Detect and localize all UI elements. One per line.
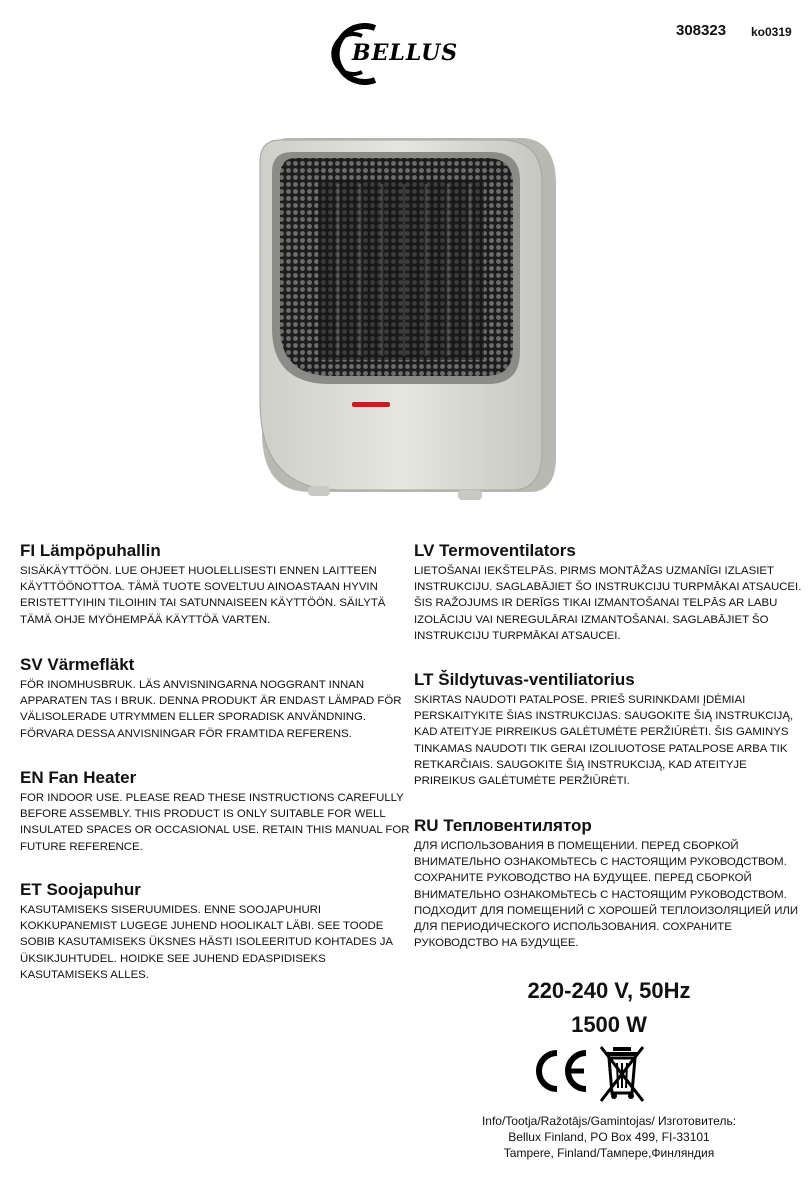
section-sv bbox=[20, 655, 410, 742]
manufacturer-address: Bellux Finland, PO Box 499, FI-33101 bbox=[508, 1130, 710, 1144]
section-ru bbox=[414, 816, 804, 951]
ce-mark-icon bbox=[532, 1047, 590, 1095]
section-en-title: EN Fan Heater bbox=[20, 768, 137, 787]
section-fi-title: FI Lämpöpuhallin bbox=[20, 541, 161, 560]
power-spec: 1500 W bbox=[571, 1012, 647, 1037]
manufacturer-city: Tampere, Finland/Тампере,Финляндия bbox=[503, 1146, 715, 1160]
section-lt-body: SKIRTAS NAUDOTI PATALPOSE. PRIEŠ SURINKDAMI ĮDĖMIAI PERSKAITYKITE ŠIAS INSTRUKCIJAS. SAUGOKITE ŠIĄ INSTRUKCIJĄ, KAD ATEITYJE PIRREIKUS GALĖTUMĖTE PERŽIŪRĖTI. ŠIS GAMINYS TINKAMAS NAUDOTI TIK GERAI IZOLIUOTOSE PATALPOSE ARBA TIK RETKARČIAIS. SAUGOKITE ŠIĄ INSTRUKCIJĄ, KAD ATEITYJE PRIREIKUS GALĖTUMĖTE PERŽIŪRĖTI. bbox=[414, 694, 794, 788]
section-fi bbox=[20, 541, 410, 628]
section-sv-body: FÖR INOMHUSBRUK. LÄS ANVISNINGARNA NOGGRANT INNAN APPARATEN TAS I BRUK. DENNA PRODUKT ÄR ENDAST LÄMPAD FÖR VÄLISOLERADE UTRYMMEN ELLER SPORADISK ANVÄNDNING. FÖRVARA DESSA ANVISNINGAR FÖR FRAMTIDA REFERENS. bbox=[20, 679, 402, 740]
section-lt bbox=[414, 670, 804, 789]
brand-name: BELLUS bbox=[352, 40, 459, 66]
section-sv-title: SV Värmefläkt bbox=[20, 655, 135, 674]
section-lv bbox=[414, 541, 804, 644]
section-fi-body: SISÄKÄYTTÖÖN. LUE OHJEET HUOLELLISESTI ENNEN LAITTEEN KÄYTTÖÖNOTTOA. TÄMÄ TUOTE SOVELTUU AINOASTAAN HYVIN ERISTETTYIHIN TILOIHIN TAI SATUNNAISEEN KÄYTTÖÖN. SÄILYTÄ TÄMÄ OHJE MYÖHEMPÄÄ KÄYTTÖÄ VARTEN. bbox=[20, 565, 386, 626]
document-code: ko0319 bbox=[751, 25, 792, 39]
section-en-body: FOR INDOOR USE. PLEASE READ THESE INSTRUCTIONS CAREFULLY BEFORE ASSEMBLY. THIS PRODUCT IS ONLY SUITABLE FOR WELL INSULATED SPACES OR OCCASIONAL USE. RETAIN THIS MANUAL FOR FUTURE REFERENCE. bbox=[20, 792, 410, 853]
section-et-body: KASUTAMISEKS SISERUUMIDES. ENNE SOOJAPUHURI KOKKUPANEMIST LUGEGE JUHEND HOOLIKALT LÄBI. SEE TOODE SOBIB KASUTAMISEKS ÜKSNES HÄSTI ISOLEERITUD KOHTADES JA ÜKSIKJUHTUDEL. HOIDKE SEE JUHEND EDASPIDISEKS KASUTAMISEKS ALLES. bbox=[20, 904, 393, 981]
section-ru-body: ДЛЯ ИСПОЛЬЗОВАНИЯ В ПОМЕЩЕНИИ. ПЕРЕД СБОРКОЙ ВНИМАТЕЛЬНО ОЗНАКОМЬТЕСЬ С НАСТОЯЩИМ РУКОВОДСТВОМ. СОХРАНИТЕ РУКОВОДСТВО НА БУДУЩЕЕ. ПЕРЕД СБОРКОЙ ВНИМАТЕЛЬНО ОЗНАКОМЬТЕСЬ С НАСТОЯЩИМ РУКОВОДСТВОМ. ПОДХОДИТ ДЛЯ ПОМЕЩЕНИЙ С ХОРОШЕЙ ТЕПЛОИЗОЛЯЦИЕЙ ИЛИ ДЛЯ ПЕРИОДИЧЕСКОГО ИСПОЛЬЗОВАНИЯ. СОХРАНИТЕ РУКОВОДСТВО НА БУДУЩЕЕ. bbox=[414, 840, 799, 950]
voltage-spec: 220-240 V, 50Hz bbox=[527, 978, 691, 1003]
section-en bbox=[20, 768, 410, 855]
section-lv-title: LV Termoventilators bbox=[414, 541, 576, 560]
section-et bbox=[20, 880, 410, 983]
fan-heater-image bbox=[250, 132, 560, 504]
section-lv-body: LIETOŠANAI IEKŠTELPĀS. PIRMS MONTĀŽAS UZMANĪGI IZLASIET INSTRUKCIJU. SAGLABĀJIET ŠO INSTRUKCIJU TURPMĀKAI ATSAUCEI. ŠIS RAŽOJUMS IR DERĪGS TIKAI IZMANTOŠANAI TELPĀS AR LABU IZOLĀCIJU VAI NEREGULĀRAI IZMANTOŠANAI. SAGLABĀJIET ŠO INSTRUKCIJU TURPMĀKAI ATSAUCEI. bbox=[414, 565, 802, 642]
section-ru-title: RU Тепловентилятор bbox=[414, 816, 592, 835]
model-number: 308323 bbox=[676, 22, 727, 39]
crossed-out-wheelie-bin-icon bbox=[597, 1043, 647, 1103]
section-et-title: ET Soojapuhur bbox=[20, 880, 141, 899]
manufacturer-info-label: Info/Tootja/Ražotājs/Gamintojas/ Изготовитель: bbox=[481, 1114, 737, 1128]
section-lt-title: LT Šildytuvas-ventiliatorius bbox=[414, 670, 635, 689]
